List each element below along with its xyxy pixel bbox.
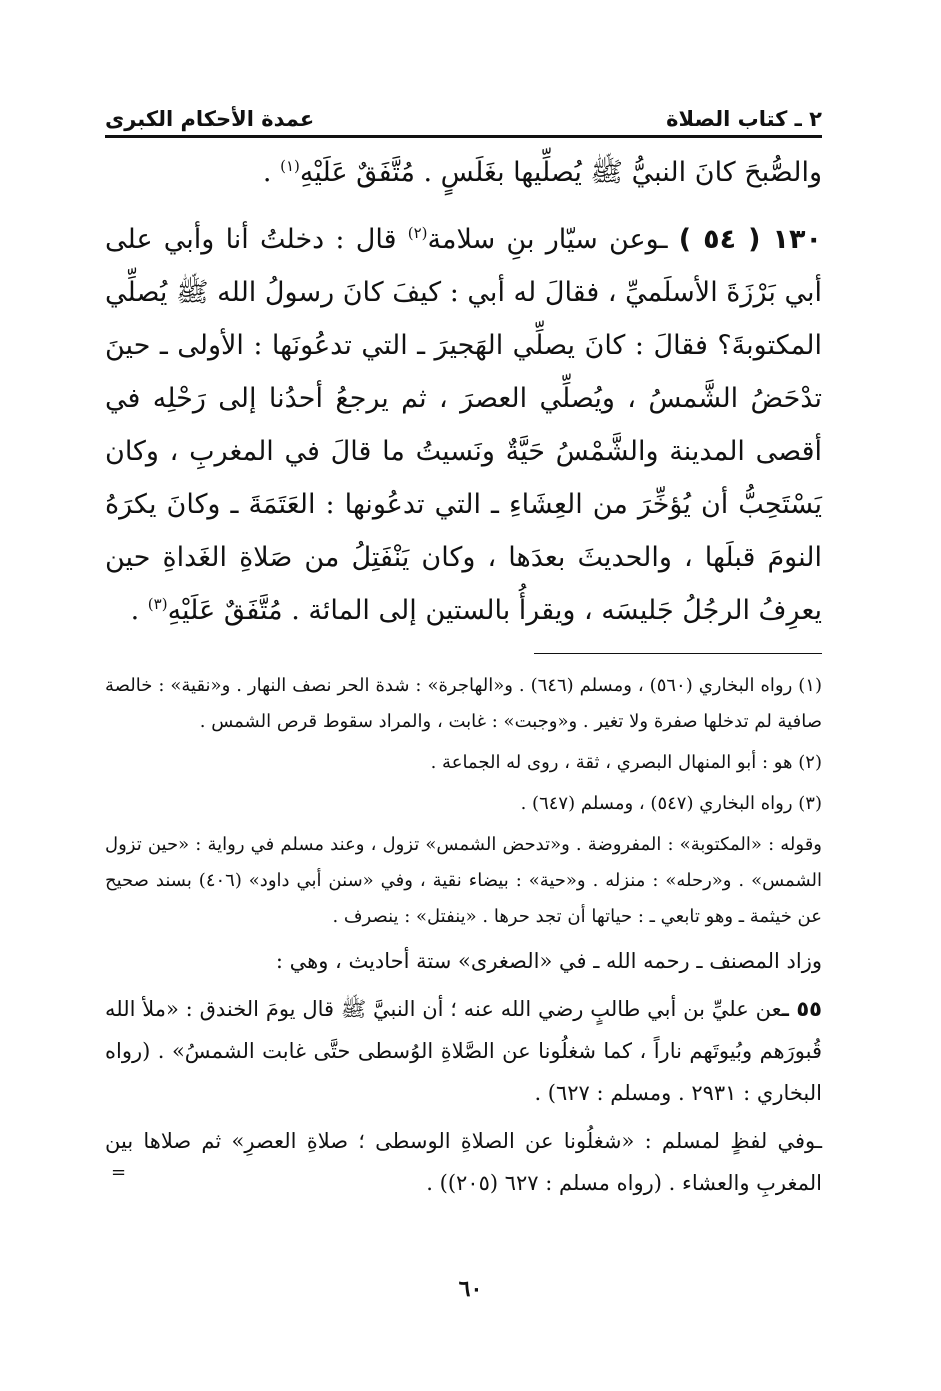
hadith-130: ١٣٠ ( ٥٤ ) ـوعن سيّار بنِ سلامة$^{(٢)}$ قال : دخلتُ أنا وأبي على أبي بَرْزَةَ الأسلَميِّ ، فقالَ له أبي : كيفَ كانَ رسولُ الله ﷺ يُصلِّي المكتوبةَ؟ فقالَ : كانَ يصلِّي الهَجيرَ ـ التي تدعُونَها : الأولى ـ حينَ تدْحَضُ الشَّمسُ ، ويُصلِّي العصرَ ، ثم يرجعُ أحدُنا إلى رَحْلِه في أقصى المدينة والشَّمْسُ حَيَّةٌ ونَسيتُ ما قالَ في المغربِ ، وكان يَسْتَحِبُّ أن يُؤخِّرَ من العِشَاءِ ـ التي تدعُونها : العَتَمَةَ ـ وكانَ يكرَهُ النومَ قبلَها ، والحديثَ بعدَها ، وكان يَنْفَتِلُ من صَلاةِ الغَداةِ حين يعرِفُ الرجُلُ جَليسَه ، ويقرأُ بالستين إلى المائة . مُتَّفَقٌ عَلَيْهِ$^{(٣)}$ . (105, 224, 822, 626)
footnote-1: (١) رواه البخاري (٥٦٠) ، ومسلم (٦٤٦) . و«الهاجرة» : شدة الحر نصف النهار . و«نقية» : خالصة صافية لم تدخلها صفرة ولا تغير . و«وجبت» : غابت ، والمراد سقوط قرص الشمس . (105, 675, 822, 732)
book-title: عمدة الأحكام الكبرى (105, 107, 315, 131)
page-number: ٦٠ (458, 1276, 483, 1302)
variant-body: ـوفي لفظٍ لمسلم : «شغلُونا عن الصلاةِ الوسطى ؛ صلاةِ العصرِ» ثم صلاها بين المغربِ والعشاء . (رواه مسلم : ٦٢٧ (٢٠٥)) . (105, 1129, 822, 1195)
chapter-title: ٢ ـ كتاب الصلاة (666, 107, 822, 131)
footnotes (105, 668, 822, 935)
additional-hadiths (105, 940, 822, 1204)
main-text (105, 146, 822, 637)
footnote-ref-2[interactable]: (٢) (407, 224, 428, 242)
footnote-separator (534, 653, 822, 654)
hadith-55-variant (105, 1120, 822, 1204)
additions-intro: وزاد المصنف ـ رحمه الله ـ في «الصغرى» ستة أحاديث ، وهي : (275, 949, 822, 973)
footnote-3: (٣) رواه البخاري (٥٤٧) ، ومسلم (٦٤٧) . (520, 793, 822, 814)
hadith-intro: ـوعن سيّار بنِ سلامة (427, 224, 668, 255)
previous-hadith-ending: والصُّبحَ كانَ النبيُّ ﷺ يُصلِّيها بغَلَسٍ . مُتَّفَقٌ عَلَيْهِ$^{(١)}$ . (262, 157, 822, 188)
hadith-55-number: ٥٥ ـ (781, 997, 822, 1021)
continuation-mark: = (111, 1162, 127, 1183)
hadith-body: قال : دخلتُ أنا وأبي على أبي بَرْزَةَ الأسلَميِّ ، فقالَ له أبي : كيفَ كانَ رسولُ الله ﷺ يُصلِّي المكتوبةَ؟ فقالَ : كانَ يصلِّي الهَجيرَ ـ التي تدعُونَها : الأولى ـ حينَ تدْحَضُ الشَّمسُ ، ويُصلِّي العصرَ ، ثم يرجعُ أحدُنا إلى رَحْلِه في أقصى المدينة والشَّمْسُ حَيَّةٌ ونَسيتُ ما قالَ في المغربِ ، وكان يَسْتَحِبُّ أن يُؤخِّرَ من العِشَاءِ ـ التي تدعُونها : العَتَمَةَ ـ وكانَ يكرَهُ النومَ قبلَها ، والحديثَ بعدَها ، وكان يَنْفَتِلُ من صَلاةِ الغَداةِ حين يعرِفُ الرجُلُ جَليسَه ، ويقرأُ بالستين إلى المائة . (105, 224, 822, 626)
footnote-ref-1[interactable]: (١) (280, 157, 300, 175)
running-header (105, 95, 822, 138)
hadith-number: ١٣٠ ( ٥٤ ) (678, 224, 822, 255)
footnote-2: (٢) هو : أبو المنهال البصري ، ثقة ، روى له الجماعة . (430, 752, 822, 773)
hadith-55-body: عن عليِّ بن أبي طالبٍ رضي الله عنه ؛ أن النبيَّ ﷺ قال يومَ الخندق : «ملأ الله قُبورَهم وبُيوتَهم ناراً ، كما شغلُونا عن الصَّلاةِ الوُسطى حتَّى غابت الشمسُ» . (رواه البخاري : ٢٩٣١ . ومسلم : ٦٢٧) . (105, 997, 822, 1105)
page (105, 95, 822, 1210)
footnote-commentary: وقوله : «المكتوبة» : المفروضة . و«تدحض الشمس» تزول ، وعند مسلم في رواية : «حين تزول الشمس» . و«رحله» : منزله . و«حية» : بيضاء نقية ، وفي «سنن أبي داود» (٤٠٦) بسند صحيح عن خيثمة ـ وهو تابعي ـ : حياتها أن تجد حرها . «ينفتل» : ينصرف . (105, 834, 822, 927)
footnote-ref-3[interactable]: (٣) (147, 595, 168, 613)
hadith-55 (105, 988, 822, 1114)
hadith-source: مُتَّفَقٌ عَلَيْهِ (167, 595, 283, 626)
